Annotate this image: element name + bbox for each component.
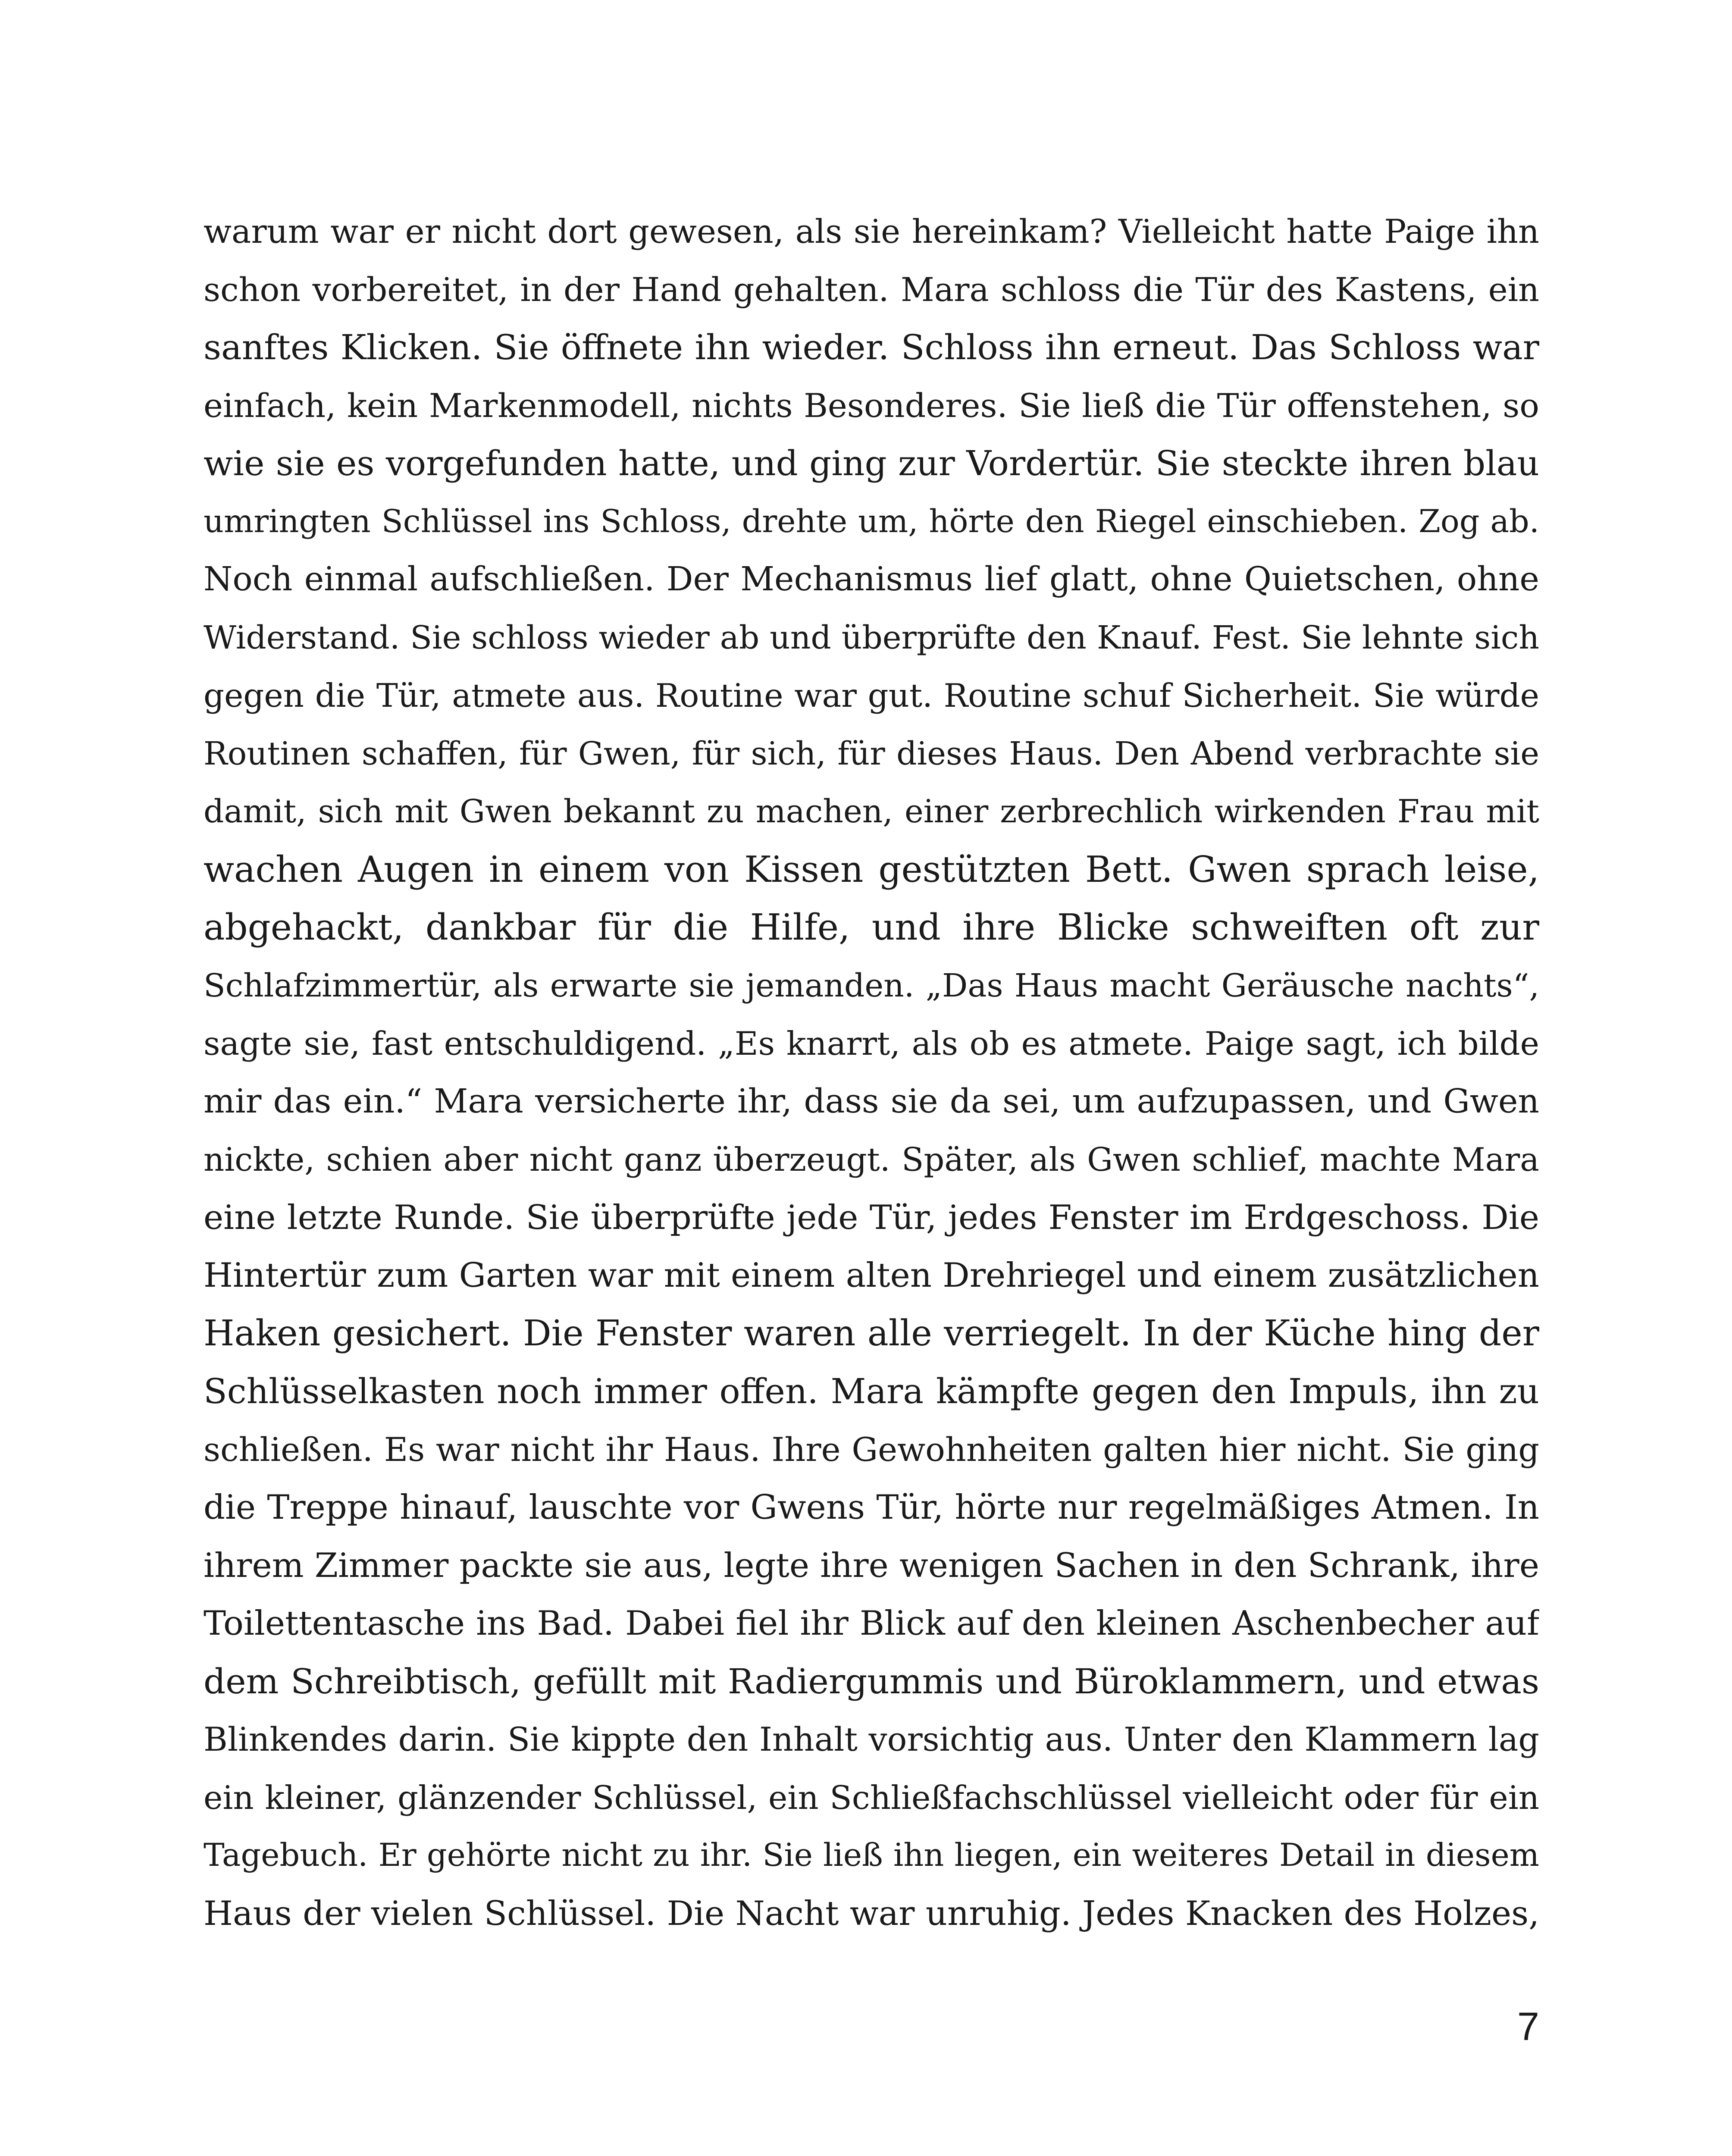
text-line: schließen. Es war nicht ihr Haus. Ihre Gewohnheiten galten hier nicht. Sie ging xyxy=(204,1430,1539,1469)
text-line: Widerstand. Sie schloss wieder ab und überprüfte den Knauf. Fest. Sie lehnte sich xyxy=(204,619,1539,656)
text-line: Toilettentasche ins Bad. Dabei fiel ihr Blick auf den kleinen Aschenbecher auf xyxy=(204,1604,1539,1643)
text-line: abgehackt, dankbar für die Hilfe, und ihre Blicke schweiften oft zur xyxy=(204,906,1539,948)
text-line: ein kleiner, glänzender Schlüssel, ein Schließfachschlüssel vielleicht oder für ein xyxy=(204,1778,1539,1817)
text-line: Blinkendes darin. Sie kippte den Inhalt vorsichtig aus. Unter den Klammern lag xyxy=(204,1720,1539,1758)
text-line: Noch einmal aufschließen. Der Mechanismus lief glatt, ohne Quietschen, ohne xyxy=(204,560,1539,599)
text-line: gegen die Tür, atmete aus. Routine war gut. Routine schuf Sicherheit. Sie würde xyxy=(204,677,1539,714)
text-line: nickte, schien aber nicht ganz überzeugt. Später, als Gwen schlief, machte Mara xyxy=(204,1141,1539,1178)
text-line: warum war er nicht dort gewesen, als sie hereinkam? Vielleicht hatte Paige ihn xyxy=(204,212,1539,251)
text-line: Tagebuch. Er gehörte nicht zu ihr. Sie ließ ihn liegen, ein weiteres Detail in diesem xyxy=(204,1837,1539,1874)
text-line: Schlafzimmertür, als erwarte sie jemanden. „Das Haus macht Geräusche nachts“, xyxy=(204,967,1539,1004)
text-line: schon vorbereitet, in der Hand gehalten. Mara schloss die Tür des Kastens, ein xyxy=(204,270,1539,309)
body-text xyxy=(204,203,1539,1943)
text-line: wie sie es vorgefunden hatte, und ging zur Vordertür. Sie steckte ihren blau xyxy=(204,443,1539,483)
text-line: sanftes Klicken. Sie öffnete ihn wieder. Schloss ihn erneut. Das Schloss war xyxy=(204,327,1539,367)
page-number: 7 xyxy=(1517,2005,1539,2049)
text-line: einfach, kein Markenmodell, nichts Besonderes. Sie ließ die Tür offenstehen, so xyxy=(204,386,1539,425)
text-line: sagte sie, fast entschuldigend. „Es knarrt, als ob es atmete. Paige sagt, ich bilde xyxy=(204,1025,1539,1062)
text-line: die Treppe hinauf, lauschte vor Gwens Tür, hörte nur regelmäßiges Atmen. In xyxy=(204,1488,1539,1527)
text-line: Haken gesichert. Die Fenster waren alle verriegelt. In der Küche hing der xyxy=(204,1313,1539,1354)
text-line: umringten Schlüssel ins Schloss, drehte um, hörte den Riegel einschieben. Zog ab. xyxy=(204,503,1539,540)
text-line: wachen Augen in einem von Kissen gestützten Bett. Gwen sprach leise, xyxy=(204,848,1539,890)
text-line: damit, sich mit Gwen bekannt zu machen, einer zerbrechlich wirkenden Frau mit xyxy=(204,793,1539,830)
text-line: eine letzte Runde. Sie überprüfte jede Tür, jedes Fenster im Erdgeschoss. Die xyxy=(204,1198,1539,1237)
text-line: Schlüsselkasten noch immer offen. Mara kämpfte gegen den Impuls, ihn zu xyxy=(204,1371,1539,1411)
text-line: Routinen schaffen, für Gwen, für sich, für dieses Haus. Den Abend verbrachte sie xyxy=(204,735,1539,772)
text-line: ihrem Zimmer packte sie aus, legte ihre wenigen Sachen in den Schrank, ihre xyxy=(204,1546,1539,1585)
text-line: mir das ein.“ Mara versicherte ihr, dass sie da sei, um aufzupassen, und Gwen xyxy=(204,1082,1539,1121)
text-line: Haus der vielen Schlüssel. Die Nacht war unruhig. Jedes Knacken des Holzes, xyxy=(204,1894,1539,1933)
text-line: Hintertür zum Garten war mit einem alten Drehriegel und einem zusätzlichen xyxy=(204,1256,1539,1295)
text-line: dem Schreibtisch, gefüllt mit Radiergummis und Büroklammern, und etwas xyxy=(204,1661,1539,1702)
